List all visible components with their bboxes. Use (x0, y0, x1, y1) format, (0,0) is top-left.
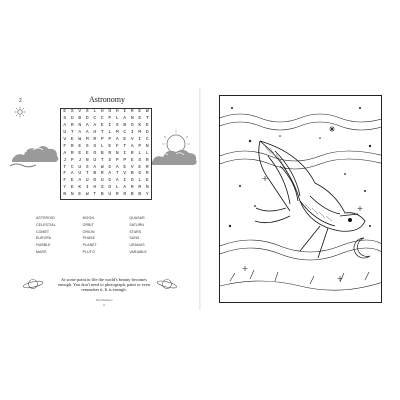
grid-letter: Y (63, 185, 67, 191)
grid-letter: B (100, 192, 104, 198)
grid-letter: S (108, 157, 112, 163)
grid-letter: K (138, 123, 142, 128)
grid-letter: F (63, 178, 67, 184)
word-list-item: VARIABLE (129, 249, 147, 254)
grid-letter: S (85, 164, 89, 170)
grid-letter: R (130, 185, 134, 191)
grid-letter: O (130, 123, 134, 128)
grid-letter: E (138, 109, 142, 115)
grid-letter: S (85, 109, 89, 115)
grid-letter: R (70, 123, 74, 128)
grid-letter: J (78, 157, 82, 163)
grid-letter: T (123, 143, 127, 149)
grid-letter: E (138, 164, 142, 170)
grid-letter: R (70, 143, 74, 149)
grid-letter: N (130, 116, 134, 122)
grid-letter: P (123, 157, 127, 163)
grid-letter: S (100, 185, 104, 191)
grid-letter: I (130, 129, 134, 135)
word-list-item: ASTEROID (36, 216, 55, 220)
grid-letter: V (123, 171, 127, 177)
grid-letter: U (93, 157, 97, 163)
grid-letter: G (138, 171, 142, 177)
grid-letter: E (70, 185, 74, 191)
grid-letter: M (115, 129, 119, 135)
grid-letter: E (123, 164, 127, 170)
grid-letter: P (138, 143, 142, 149)
grid-letter: W (145, 109, 149, 115)
grid-letter: E (123, 136, 127, 142)
grid-letter: E (70, 136, 74, 142)
grid-letter: N (63, 192, 67, 198)
grid-letter: E (130, 157, 134, 163)
sun-cloud-icon (150, 128, 198, 174)
cloud-icon (8, 140, 60, 170)
grid-letter: A (63, 123, 67, 128)
grid-letter: H (93, 185, 97, 191)
grid-letter: I (123, 109, 127, 115)
word-list-item: MARS (36, 249, 47, 254)
grid-letter: A (130, 143, 134, 149)
word-list-item: SUNS (129, 236, 140, 241)
grid-letter: E (145, 178, 149, 184)
grid-letter: U (85, 178, 89, 184)
grid-letter: A (85, 123, 89, 128)
sun-icon (14, 106, 26, 118)
grid-letter: A (115, 178, 119, 184)
word-list-item: SATURN (129, 222, 145, 227)
grid-letter: A (78, 129, 82, 135)
word-list-item: ORBIT (82, 222, 94, 227)
grid-letter: I (123, 150, 127, 156)
grid-letter: D (85, 116, 89, 122)
grid-letter: T (93, 192, 97, 198)
grid-letter: P (108, 116, 112, 122)
grid-letter: T (145, 116, 149, 122)
grid-letter: R (130, 109, 134, 115)
grid-letter: N (85, 157, 89, 163)
grid-letter: E (145, 123, 149, 128)
grid-letter: E (138, 116, 142, 122)
word-search-grid (60, 108, 152, 200)
grid-letter: S (138, 157, 142, 163)
word-list-item: PLUTO (82, 249, 95, 254)
grid-letter: A (93, 123, 97, 128)
grid-letter: T (85, 171, 89, 177)
grid-letter: A (123, 185, 127, 191)
word-list-item: PLANET (82, 243, 97, 248)
quote-text: At some point in life the world's beauty becomes enough. You don't need to photograph, paint or even remember it. It is enough. (58, 277, 150, 293)
grid-letter: S (115, 123, 119, 128)
grid-letter: E (63, 109, 67, 115)
word-list-item: COMET (36, 229, 50, 234)
grid-letter: S (70, 109, 74, 115)
grid-letter: L (93, 109, 97, 115)
grid-letter: H (115, 109, 119, 115)
grid-letter: T (100, 157, 104, 163)
word-list-item: EUROPA (36, 236, 52, 241)
grid-letter: U (63, 129, 67, 135)
grid-letter: O (130, 178, 134, 184)
grid-letter: S (85, 143, 89, 149)
grid-letter: I (85, 185, 89, 191)
grid-letter: C (70, 164, 74, 170)
word-list-item: URANUS (129, 243, 145, 248)
grid-letter: A (70, 171, 74, 177)
grid-letter: E (78, 143, 82, 149)
grid-letter: A (115, 164, 119, 170)
grid-letter: L (115, 116, 119, 122)
grid-letter: B (78, 116, 82, 122)
grid-letter: R (100, 171, 104, 177)
grid-letter: N (78, 123, 82, 128)
grid-letter: W (85, 192, 89, 198)
quote-author: Toni Morrison (95, 298, 113, 302)
grid-letter: T (70, 129, 74, 135)
grid-letter: O (108, 109, 112, 115)
grid-letter: E (78, 192, 82, 198)
page-number: 2 (19, 98, 22, 104)
grid-letter: T (100, 129, 104, 135)
word-list-item: QUASAR (129, 216, 145, 220)
grid-letter: T (63, 164, 67, 170)
bird-illustration (219, 95, 382, 303)
grid-letter: V (78, 109, 82, 115)
word-list-item: CELESTIAL (36, 222, 56, 227)
grid-letter: C (93, 116, 97, 122)
grid-letter: S (93, 143, 97, 149)
grid-letter: Y (145, 192, 149, 198)
grid-letter: F (115, 143, 119, 149)
grid-letter: C (100, 116, 104, 122)
grid-letter: U (108, 192, 112, 198)
grid-letter: F (63, 171, 67, 177)
grid-letter: A (123, 116, 127, 122)
grid-letter: O (93, 178, 97, 184)
word-list-item: STARS (129, 229, 142, 234)
grid-letter: M (138, 129, 142, 135)
grid-letter: U (100, 178, 104, 184)
grid-letter: R (115, 192, 119, 198)
word-list (36, 216, 176, 254)
grid-letter: L (145, 150, 149, 156)
grid-letter: A (93, 164, 97, 170)
grid-letter: G (108, 178, 112, 184)
grid-letter: N (115, 150, 119, 156)
word-list-item: ORION (82, 229, 95, 234)
grid-letter: V (130, 164, 134, 170)
grid-letter: R (145, 171, 149, 177)
grid-letter: A (108, 171, 112, 177)
grid-letter: C (145, 136, 149, 142)
grid-letter: G (108, 164, 112, 170)
grid-letter: L (115, 185, 119, 191)
grid-letter: R (70, 150, 74, 156)
grid-letter: D (145, 129, 149, 135)
grid-letter: E (85, 150, 89, 156)
grid-letter: T (115, 171, 119, 177)
grid-letter: B (130, 192, 134, 198)
grid-letter: A (115, 136, 119, 142)
grid-letter: L (100, 143, 104, 149)
grid-letter: E (108, 143, 112, 149)
grid-letter: N (70, 192, 74, 198)
puzzle-page (0, 88, 200, 310)
grid-letter: O (93, 150, 97, 156)
coloring-page (200, 88, 400, 310)
grid-letter: B (123, 123, 127, 128)
grid-letter: H (93, 129, 97, 135)
grid-letter: F (63, 143, 67, 149)
word-list-item: HUBBLE (36, 243, 51, 248)
grid-letter: L (138, 150, 142, 156)
grid-letter: J (63, 157, 67, 163)
grid-letter: A (78, 178, 82, 184)
grid-letter: V (63, 136, 67, 142)
grid-letter: I (138, 136, 142, 142)
grid-letter: P (100, 136, 104, 142)
grid-letter: P (108, 136, 112, 142)
word-list-item: MOON (82, 216, 94, 220)
ringed-planet-icon (22, 276, 44, 292)
grid-letter: R (138, 185, 142, 191)
grid-letter: R (130, 150, 134, 156)
folio: 11 (102, 304, 106, 307)
grid-letter: W (78, 136, 82, 142)
grid-letter: E (100, 123, 104, 128)
grid-letter: A (63, 150, 67, 156)
grid-letter: W (100, 164, 104, 170)
grid-letter: R (145, 157, 149, 163)
grid-letter: O (108, 185, 112, 191)
grid-letter: R (145, 164, 149, 170)
grid-letter: B (138, 192, 142, 198)
grid-letter: I (123, 178, 127, 184)
grid-letter: M (85, 136, 89, 142)
grid-letter: V (130, 136, 134, 142)
grid-letter: U (78, 171, 82, 177)
grid-letter: C (123, 129, 127, 135)
grid-letter: E (78, 150, 82, 156)
word-list-item: PHASE (82, 236, 96, 241)
grid-letter: L (138, 178, 142, 184)
grid-letter: B (93, 171, 97, 177)
grid-letter: R (93, 136, 97, 142)
grid-letter: R (123, 192, 127, 198)
ringed-planet-icon (156, 276, 178, 292)
grid-letter: P (115, 157, 119, 163)
book-spread (0, 88, 400, 310)
grid-letter: E (70, 178, 74, 184)
puzzle-title: Astronomy (89, 95, 125, 104)
grid-letter: U (70, 116, 74, 122)
grid-letter: K (78, 185, 82, 191)
grid-letter: S (63, 116, 67, 122)
grid-letter: A (85, 129, 89, 135)
grid-letter: I (108, 123, 112, 128)
grid-letter: P (70, 157, 74, 163)
grid-letter: B (130, 171, 134, 177)
grid-letter: H (100, 109, 104, 115)
grid-letter: N (145, 185, 149, 191)
grid-letter: U (78, 164, 82, 170)
grid-letter: L (108, 129, 112, 135)
grid-letter: R (108, 150, 112, 156)
grid-letter: N (145, 143, 149, 149)
grid-letter: B (100, 150, 104, 156)
